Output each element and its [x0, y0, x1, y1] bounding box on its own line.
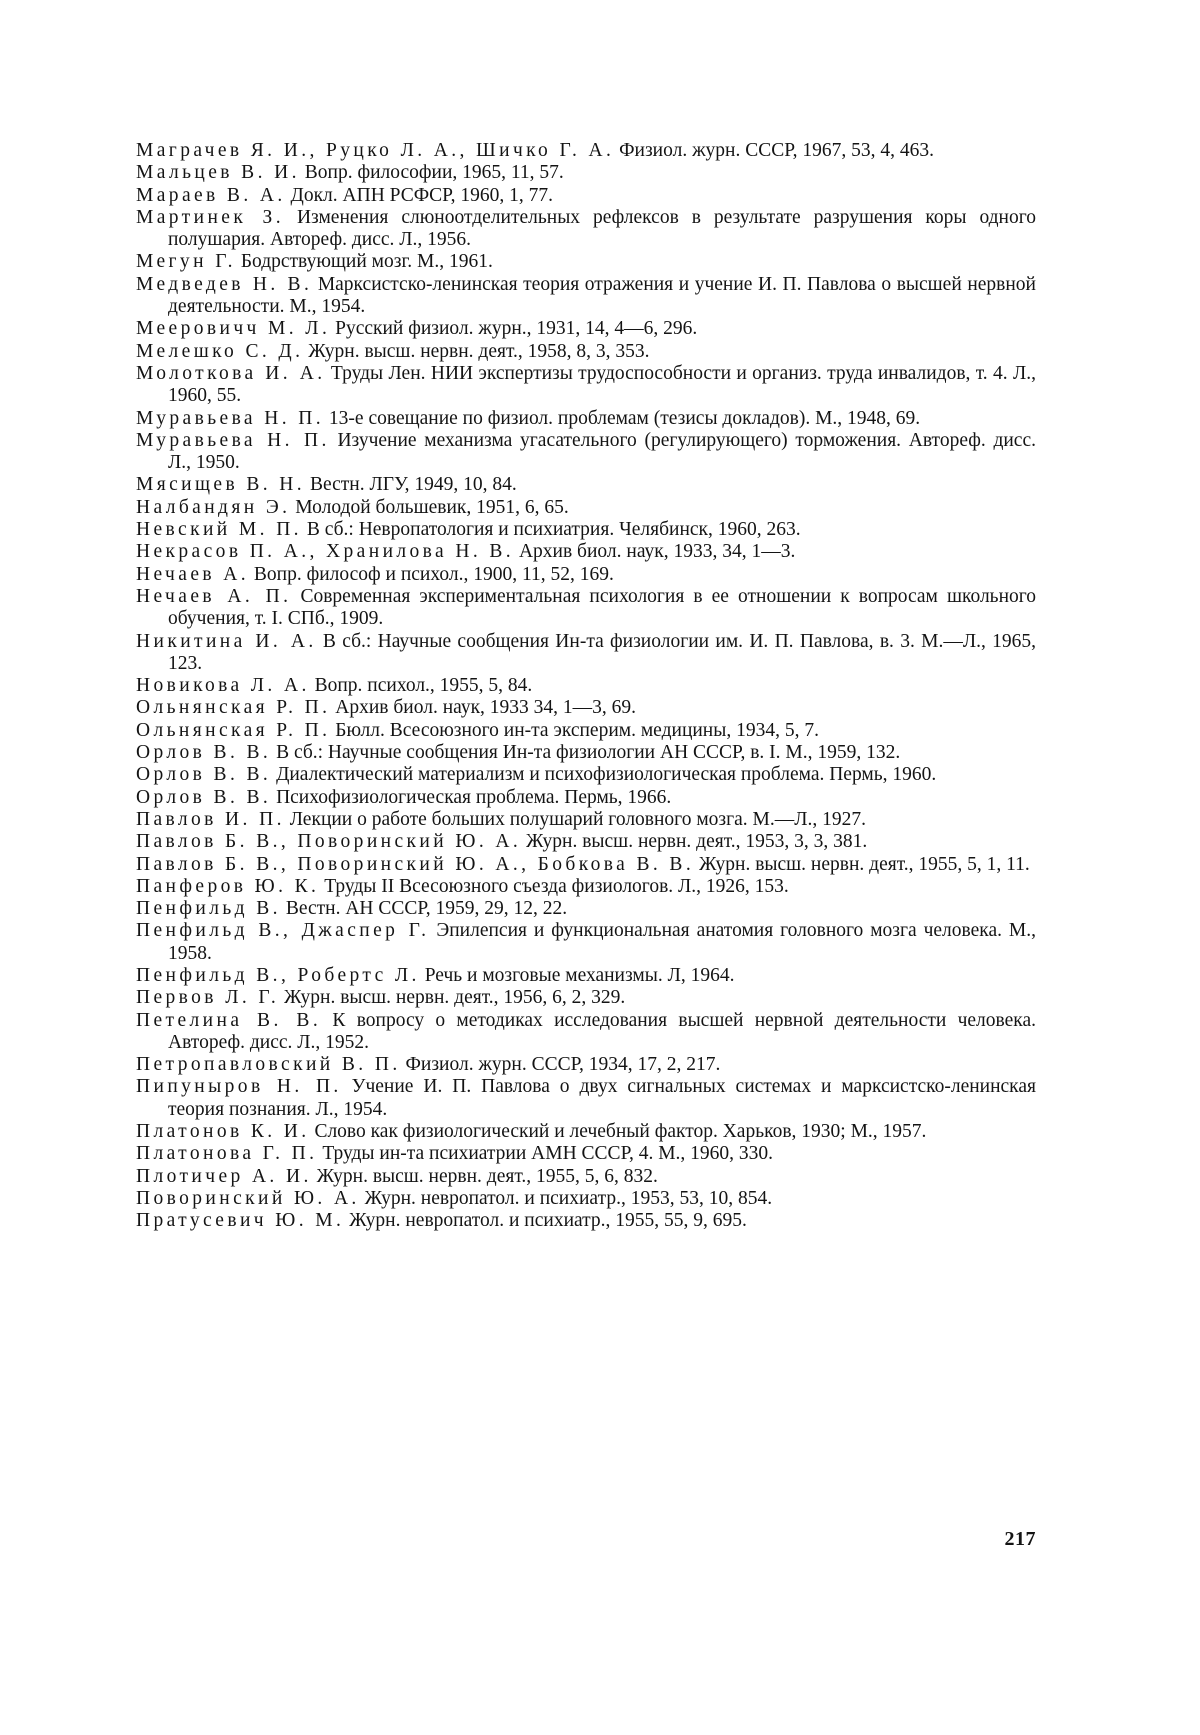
entry-text: Слово как физиологический и лечебный фактор. Харьков, 1930; М., 1957.	[314, 1121, 927, 1143]
page-number: 217	[1004, 1528, 1036, 1550]
entry-author: Нечаев А. П.	[136, 585, 292, 607]
entry-text: В сб.: Невропатология и психиатрия. Челябинск, 1960, 263.	[306, 519, 801, 541]
entry-text: Труды ин-та психиатрии АМН СССР, 4. М., 1960, 330.	[322, 1143, 774, 1165]
bibliography-entry	[136, 207, 1036, 252]
bibliography-entry	[136, 162, 1036, 184]
entry-text: Бюлл. Всесоюзного ин-та эксперим. медицины, 1934, 5, 7.	[335, 719, 819, 741]
entry-text: Молодой большевик, 1951, 6, 65.	[295, 496, 569, 518]
bibliography-entry	[136, 564, 1036, 586]
bibliography-entry	[136, 787, 1036, 809]
entry-text: Журн. высш. нервн. деят., 1953, 3, 3, 381.	[526, 831, 868, 853]
entry-author: Павлов Б. В., Поворинский Ю. А., Бобкова В. В.	[136, 853, 695, 875]
entry-author: Новикова Л. А.	[136, 675, 310, 697]
entry-author: Петропавловский В. П.	[136, 1054, 401, 1076]
entry-author: Пенфильд В., Джаспер Г.	[136, 920, 430, 942]
entry-text: Психофизиологическая проблема. Пермь, 1966.	[276, 786, 672, 808]
entry-author: Муравьева Н. П.	[136, 429, 330, 451]
bibliography-entry	[136, 987, 1036, 1009]
bibliography-entry	[136, 474, 1036, 496]
entry-author: Платонов К. И.	[136, 1121, 310, 1143]
bibliography-entry	[136, 809, 1036, 831]
entry-author: Ольнянская Р. П.	[136, 697, 331, 719]
entry-author: Орлов В. В.	[136, 764, 272, 786]
bibliography-entry	[136, 831, 1036, 853]
entry-author: Пипуныров Н. П.	[136, 1076, 342, 1098]
bibliography-entry	[136, 898, 1036, 920]
entry-author: Петелина В. В.	[136, 1009, 322, 1031]
entry-text: Лекции о работе больших полушарий головного мозга. М.—Л., 1927.	[289, 808, 866, 830]
entry-text: Бодрствующий мозг. М., 1961.	[240, 251, 493, 273]
entry-author: Ольнянская Р. П.	[136, 719, 331, 741]
entry-author: Медведев Н. В.	[136, 273, 313, 295]
entry-text: Эпилепсия и функциональная анатомия головного мозга человека. М., 1958.	[168, 920, 1036, 964]
entry-text: Журн. высш. нервн. деят., 1955, 5, 1, 11.	[698, 853, 1030, 875]
entry-author: Пенфильд В., Робертс Л.	[136, 964, 420, 986]
entry-author: Мараев В. А.	[136, 184, 286, 206]
entry-text: Журн. высш. нервн. деят., 1956, 6, 2, 329.	[284, 987, 626, 1009]
bibliography-entry	[136, 876, 1036, 898]
entry-text: Русский физиол. журн., 1931, 14, 4—6, 296.	[335, 318, 698, 340]
entry-author: Никитина И. А.	[136, 630, 317, 652]
entry-text: Марксистско-ленинская теория отражения и учение И. П. Павлова о высшей нервной деятельности. М., 1954.	[168, 273, 1036, 318]
entry-author: Мартинек З.	[136, 206, 284, 228]
entry-author: Пенфильд В.	[136, 898, 281, 920]
entry-text: В сб.: Научные сообщения Ин-та физиологии АН СССР, в. I. М., 1959, 132.	[276, 742, 901, 764]
entry-text: Речь и мозговые механизмы. Л, 1964.	[424, 964, 735, 986]
entry-text: Диалектический материализм и психофизиологическая проблема. Пермь, 1960.	[276, 764, 937, 786]
entry-text: К вопросу о методиках исследования высшей нервной деятельности человека. Автореф. дисс. Л., 1952.	[168, 1009, 1036, 1053]
entry-text: Вопр. психол., 1955, 5, 84.	[314, 675, 533, 697]
entry-text: 13-е совещание по физиол. проблемам (тезисы докладов). М., 1948, 69.	[328, 407, 921, 429]
bibliography-entry	[136, 519, 1036, 541]
bibliography-entry	[136, 697, 1036, 719]
entry-text: Архив биол. наук, 1933, 34, 1—3.	[518, 541, 796, 563]
bibliography-entry	[136, 541, 1036, 563]
entry-author: Поворинский Ю. А.	[136, 1187, 360, 1209]
entry-text: Архив биол. наук, 1933 34, 1—3, 69.	[335, 697, 637, 719]
entry-text: Труды II Всесоюзного съезда физиологов. Л., 1926, 153.	[324, 875, 789, 897]
entry-author: Плотичер А. И.	[136, 1165, 312, 1187]
entry-author: Мегун Г.	[136, 251, 236, 273]
entry-author: Некрасов П. А., Хранилова Н. В.	[136, 541, 515, 563]
entry-author: Мясищев В. Н.	[136, 474, 306, 496]
entry-text: Учение И. П. Павлова о двух сигнальных системах и марксистско-ленинская теория познания. Л., 1954.	[168, 1076, 1036, 1120]
bibliography-entry	[136, 1010, 1036, 1055]
entry-text: Вопр. философии, 1965, 11, 57.	[304, 162, 564, 184]
entry-author: Первов Л. Г.	[136, 987, 280, 1009]
bibliography-entry	[136, 1076, 1036, 1121]
bibliography-entry	[136, 920, 1036, 965]
entry-text: В сб.: Научные сообщения Ин-та физиологии им. И. П. Павлова, в. 3. М.—Л., 1965, 123.	[168, 630, 1036, 674]
bibliography-entry	[136, 631, 1036, 676]
entry-text: Современная экспериментальная психология в ее отношении к вопросам школьного обучения, т. I. СПб., 1909.	[168, 585, 1037, 630]
bibliography-entry	[136, 408, 1036, 430]
bibliography-entry	[136, 274, 1036, 319]
entry-text: Изучение механизма угасательного (регулирующего) торможения. Автореф. дисс. Л., 1950.	[168, 429, 1036, 474]
bibliography-entry	[136, 185, 1036, 207]
bibliography-entry	[136, 497, 1036, 519]
bibliography-entry	[136, 854, 1036, 876]
bibliography-entry	[136, 742, 1036, 764]
entry-text: Журн. высш. нервн. деят., 1958, 8, 3, 353.	[308, 340, 650, 362]
entry-author: Маграчев Я. И., Руцко Л. А., Шичко Г. А.	[136, 140, 615, 161]
entry-author: Панферов Ю. К.	[136, 875, 320, 897]
entry-author: Павлов Б. В., Поворинский Ю. А.	[136, 831, 522, 853]
entry-author: Орлов В. В.	[136, 742, 272, 764]
bibliography-entry	[136, 1210, 1036, 1232]
entry-text: Вестн. ЛГУ, 1949, 10, 84.	[309, 474, 517, 496]
entry-text: Докл. АПН РСФСР, 1960, 1, 77.	[290, 184, 553, 206]
entry-author: Нечаев А.	[136, 563, 250, 585]
bibliography-entry	[136, 764, 1036, 786]
entry-text: Вестн. АН СССР, 1959, 29, 12, 22.	[285, 898, 568, 920]
entry-author: Невский М. П.	[136, 519, 302, 541]
bibliography-entry	[136, 586, 1036, 631]
entry-text: Журн. высш. нервн. деят., 1955, 5, 6, 832.	[316, 1165, 658, 1187]
bibliography-entry	[136, 965, 1036, 987]
bibliography-entry	[136, 1143, 1036, 1165]
entry-author: Мелешко С. Д.	[136, 340, 304, 362]
entry-text: Журн. невропатол. и психиатр., 1955, 55, 9, 695.	[349, 1210, 747, 1232]
bibliography-entry	[136, 1166, 1036, 1188]
bibliography-entry	[136, 675, 1036, 697]
bibliography-entry	[136, 1054, 1036, 1076]
bibliography-entry	[136, 341, 1036, 363]
entry-text: Вопр. философ и психол., 1900, 11, 52, 169.	[253, 563, 614, 585]
bibliography-entry	[136, 363, 1036, 408]
bibliography-entry	[136, 140, 1036, 162]
entry-text: Журн. невропатол. и психиатр., 1953, 53, 10, 854.	[364, 1187, 773, 1209]
entry-text: Труды Лен. НИИ экспертизы трудоспособности и организ. труда инвалидов, т. 4. Л., 1960, 55.	[168, 362, 1036, 407]
entry-author: Пратусевич Ю. М.	[136, 1210, 345, 1232]
bibliography-entry	[136, 1121, 1036, 1143]
entry-author: Молоткова И. А.	[136, 362, 326, 384]
bibliography-entry	[136, 430, 1036, 475]
entry-author: Мееровичч М. Л.	[136, 318, 331, 340]
entry-text: Физиол. журн. СССР, 1967, 53, 4, 463.	[619, 140, 935, 161]
entry-author: Павлов И. П.	[136, 808, 285, 830]
entry-author: Мальцев В. И.	[136, 162, 300, 184]
bibliography-entry	[136, 251, 1036, 273]
entry-author: Муравьева Н. П.	[136, 407, 325, 429]
entry-text: Физиол. журн. СССР, 1934, 17, 2, 217.	[405, 1054, 721, 1076]
bibliography-entry	[136, 318, 1036, 340]
entry-author: Орлов В. В.	[136, 786, 272, 808]
entry-author: Платонова Г. П.	[136, 1143, 318, 1165]
bibliography-entry	[136, 720, 1036, 742]
bibliography-entry	[136, 1188, 1036, 1210]
entry-author: Налбандян Э.	[136, 496, 291, 518]
entry-text: Изменения слюноотделительных рефлексов в результате разрушения коры одного полушария. Автореф. дисс. Л., 1956.	[168, 206, 1037, 251]
bibliography-list	[136, 140, 1036, 1233]
